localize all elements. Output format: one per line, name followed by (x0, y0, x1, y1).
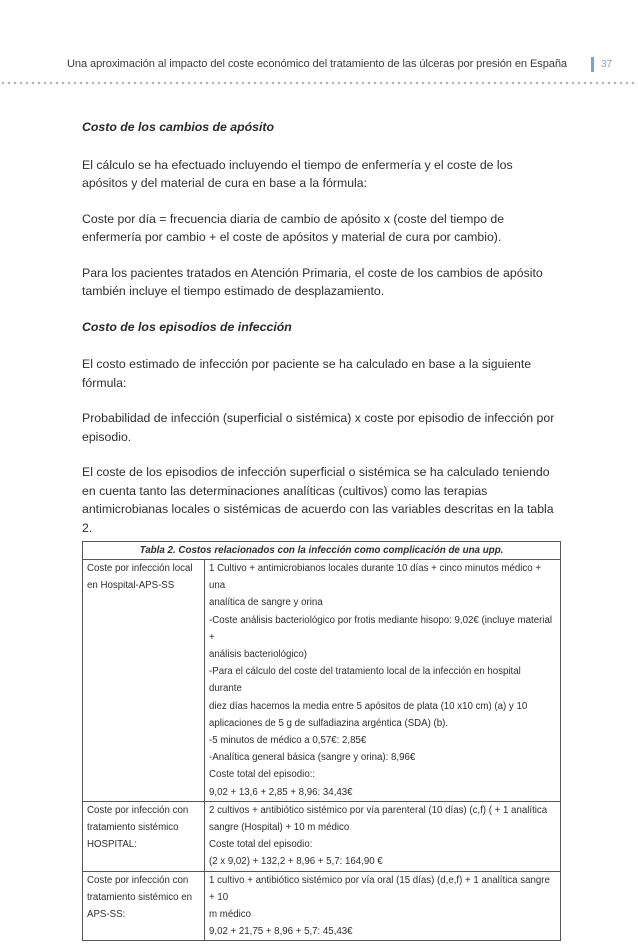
row-detail-line: aplicaciones de 5 g de sulfadiazina argéntica (SDA) (b). (209, 717, 449, 729)
row-label-cell (83, 801, 205, 871)
row-detail-line: (2 x 9,02) + 132,2 + 8,96 + 5,7: 164,90 € (209, 856, 383, 868)
row-detail-line: -Para el cálculo del coste del tratamiento local de la infección en hospital durante (209, 666, 521, 695)
row-label-line: Coste por infección con (87, 804, 189, 816)
row-detail-line: m médico (209, 909, 251, 921)
row-label-line: tratamiento sistémico en (87, 891, 192, 903)
paragraph-costo-estimado: El costo estimado de infección por paciente se ha calculado en base a la siguiente fórmula: (82, 357, 532, 390)
page-body (82, 118, 560, 941)
row-detail-line: análisis bacteriológico) (209, 649, 308, 661)
section-heading-apposito: Costo de los cambios de apósito (82, 120, 275, 134)
row-detail-line: 2 cultivos + antibiótico sistémico por vía parenteral (10 días) (c,f) ( + 1 analítica (209, 804, 548, 816)
paragraph-probabilidad: Probabilidad de infección (superficial o sistémica) x coste por episodio de infección por episodio. (82, 411, 555, 444)
row-label-cell (83, 560, 205, 802)
row-detail-cell (205, 560, 561, 802)
table-row (83, 801, 561, 871)
row-detail-line: analítica de sangre y orina (209, 597, 323, 609)
running-header-title: Una aproximación al impacto del coste económico del tratamiento de las úlceras por presión en España (67, 58, 567, 70)
paragraph-episodios: El coste de los episodios de infección superficial o sistémica se ha calculado teniendo en cuenta tanto las determinaciones analíticas (cultivos) como las terapias antimicrobianas locales o sistémicas de acuerdo con las variables descritas en la tabla 2. (82, 465, 554, 535)
row-detail-line: 1 Cultivo + antimicrobianos locales durante 10 días + cinco minutos médico + una (209, 563, 541, 592)
row-label-line: Coste por infección con (87, 874, 189, 886)
row-detail-cell (205, 871, 561, 941)
table-row (83, 871, 561, 941)
row-detail-line: 9,02 + 21,75 + 8,96 + 5,7: 45,43€ (209, 926, 353, 938)
row-detail-line: 1 cultivo + antibiótico sistémico por vía oral (15 días) (d,e,f) + 1 analítica sangre + 10 (209, 874, 550, 903)
dotted-divider (0, 81, 638, 85)
table-row (83, 560, 561, 802)
row-detail-line: -Analítica general básica (sangre y orina): 8,96€ (209, 752, 416, 764)
row-detail-line: sangre (Hospital) + 10 m médico (209, 822, 350, 834)
paragraph-calculo: El cálculo se ha efectuado incluyendo el tiempo de enfermería y el coste de los apósitos y del material de cura en base a la fórmula: (82, 157, 513, 190)
infection-cost-table (82, 541, 561, 941)
row-detail-line: Coste total del episodio:: (209, 769, 316, 781)
table-caption: Tabla 2. Costos relacionados con la infección como complicación de una upp. (83, 542, 561, 560)
row-label-line: tratamiento sistémico (87, 822, 179, 834)
row-detail-line: -Coste análisis bacteriológico por frotis mediante hisopo: 9,02€ (incluye material + (209, 614, 553, 643)
section-heading-infeccion: Costo de los episodios de infección (82, 319, 292, 334)
paragraph-atencion-primaria: Para los pacientes tratados en Atención Primaria, el coste de los cambios de apósito también incluye el tiempo estimado de desplazamiento. (82, 265, 543, 298)
page-number: 37 (601, 59, 613, 70)
row-label-cell (83, 871, 205, 941)
row-detail-line: -5 minutos de médico a 0,57€: 2,85€ (209, 735, 367, 747)
row-detail-cell (205, 801, 561, 871)
row-label-line: en Hospital-APS-SS (87, 580, 175, 592)
row-label-line: Coste por infección local (87, 563, 193, 574)
header-accent-bar (591, 57, 594, 72)
row-detail-line: diez días hacemos la media entre 5 apósitos de plata (10 x10 cm) (a) y 10 (209, 700, 528, 712)
row-label-line: HOSPITAL: (87, 839, 137, 851)
paragraph-formula-coste-dia: Coste por día = frecuencia diaria de cambio de apósito x (coste del tiempo de enfermería por cambio + el coste de apósitos y material de cura por cambio). (82, 211, 505, 244)
row-label-line: APS-SS: (87, 909, 126, 921)
row-detail-line: 9,02 + 13,6 + 2,85 + 8,96: 34,43€ (209, 786, 353, 798)
row-detail-line: Coste total del episodio: (209, 839, 313, 851)
